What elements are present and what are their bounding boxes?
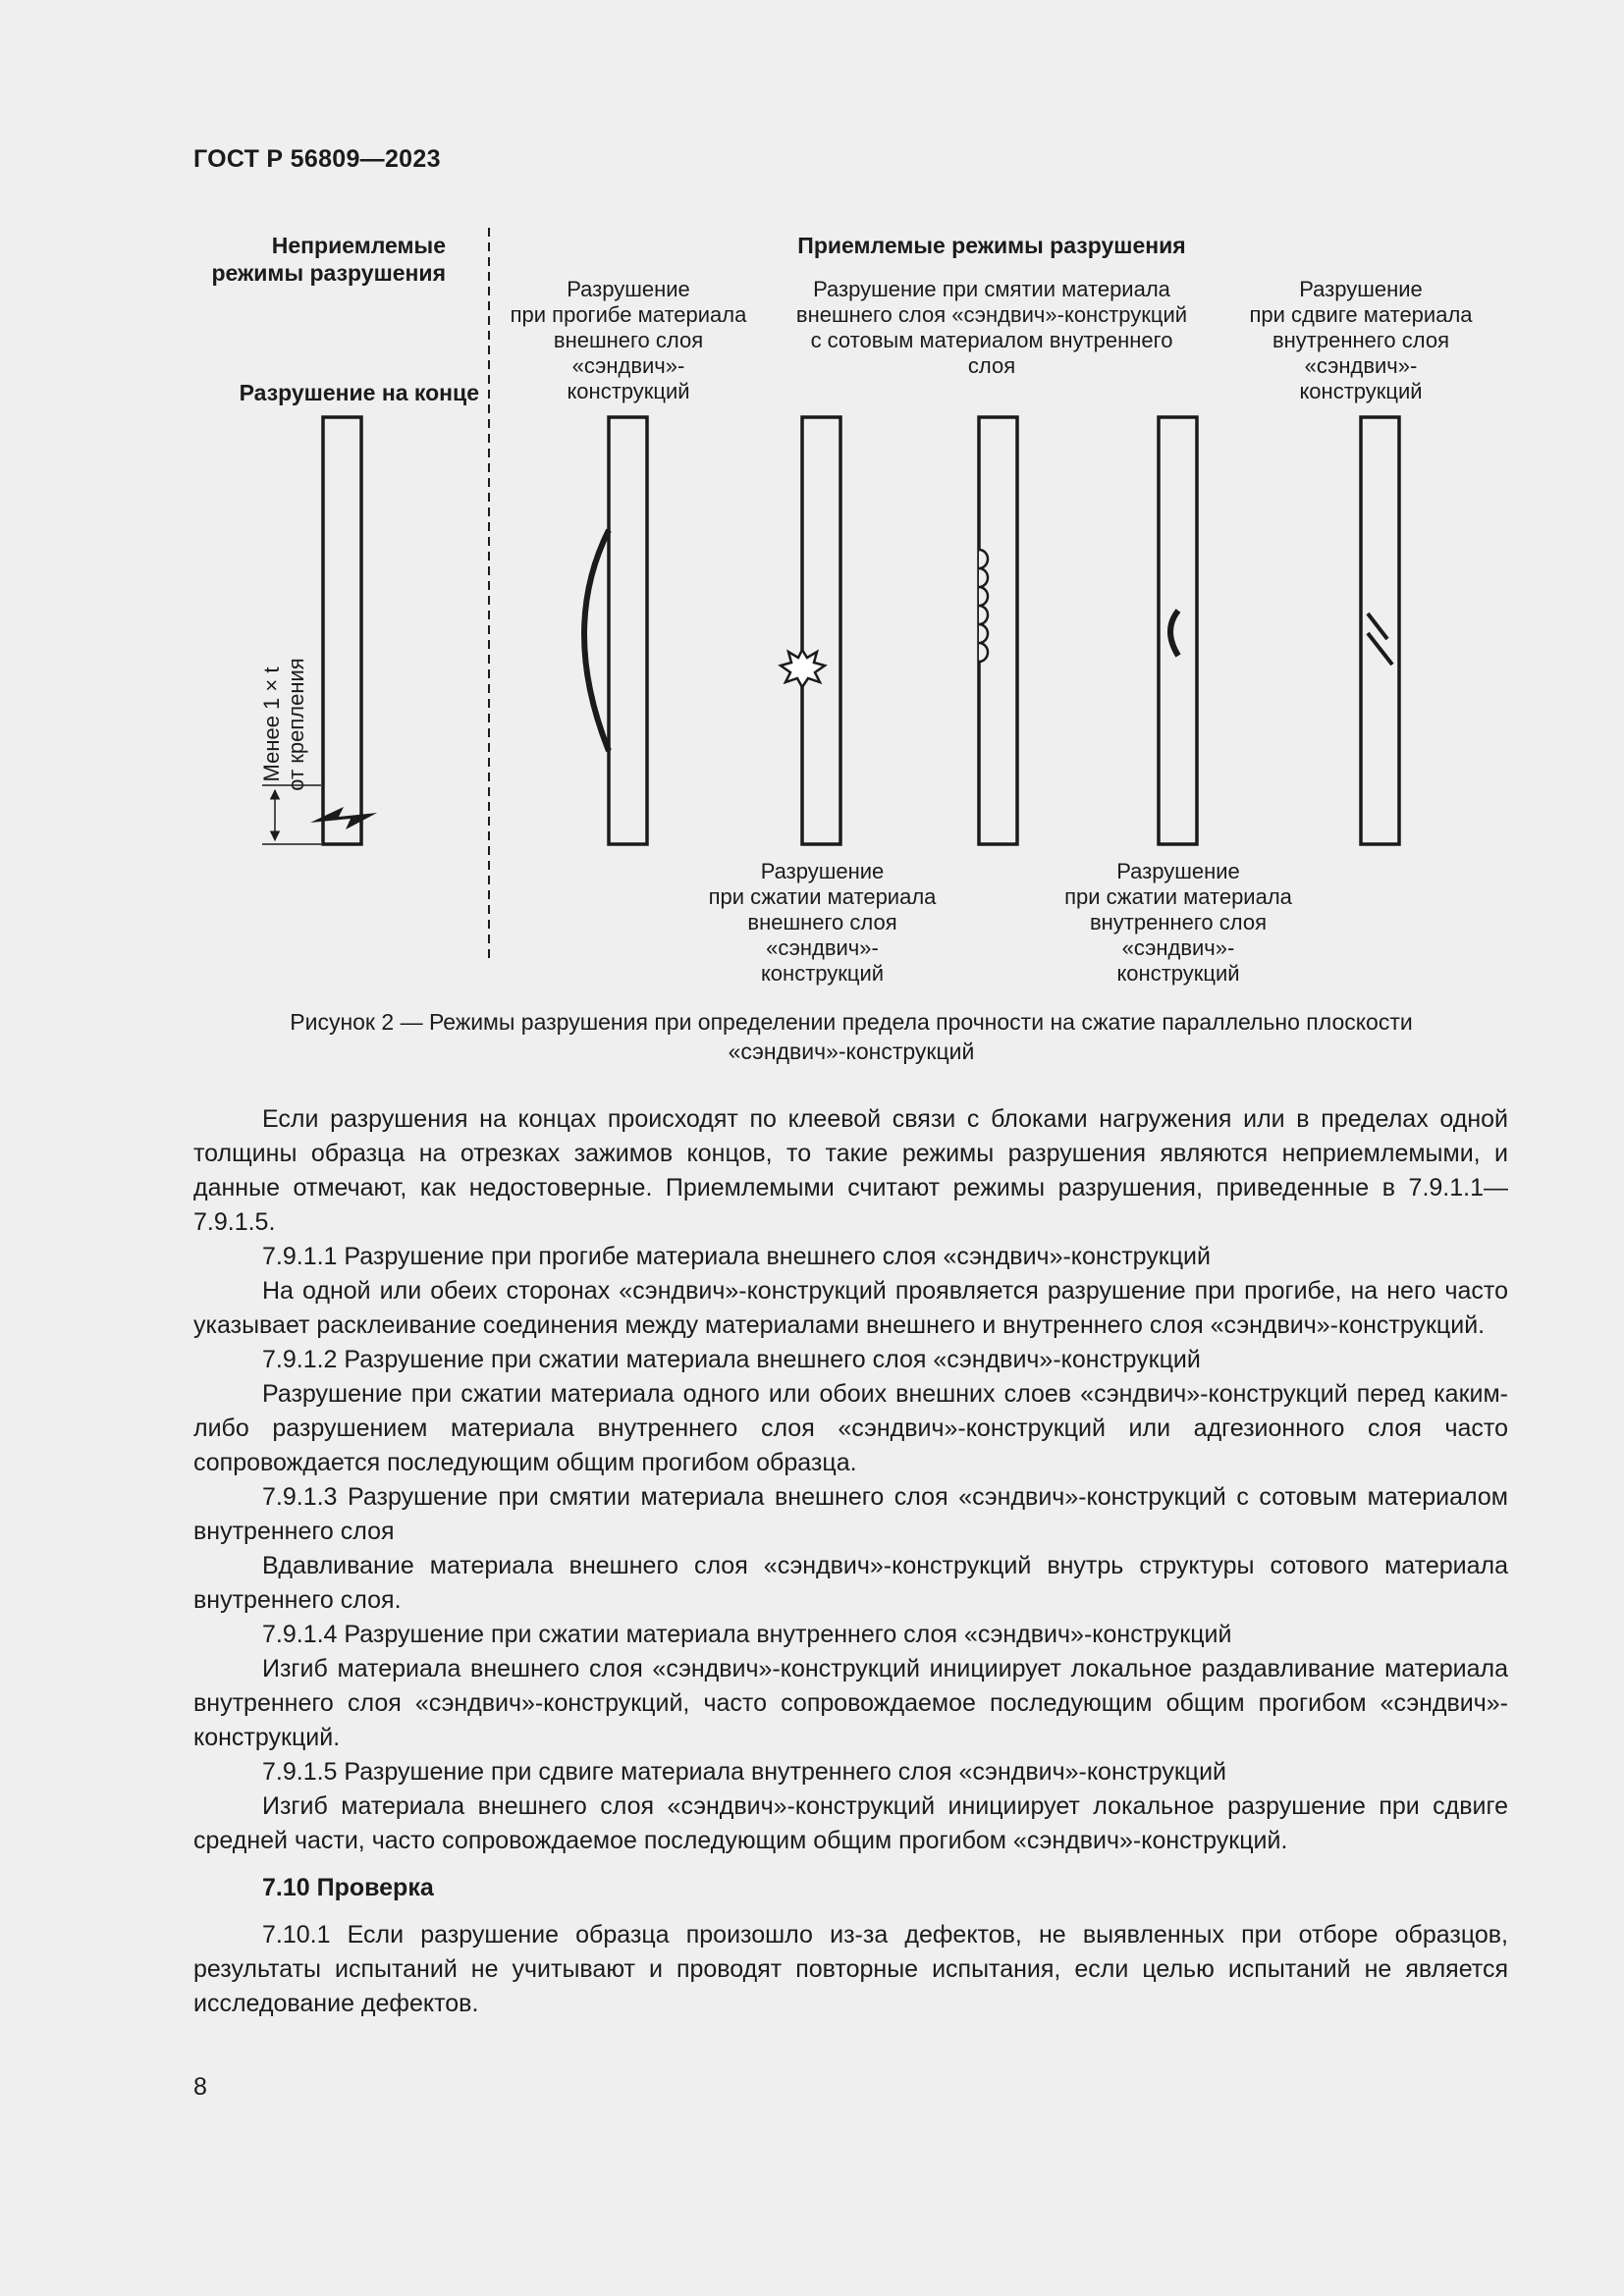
label-core-shear: Разрушение при сдвиге материала внутреннего слоя «сэндвич»- конструкций xyxy=(1249,277,1473,403)
paragraph: 7.10.1 Если разрушение образца произошло из-за дефектов, не выявленных при отборе образцов, результаты испытаний не учитывают и проводят повторные испытания, если целью испытаний не является исследование дефектов. xyxy=(193,1921,1508,2017)
section-heading: 7.10 Проверка xyxy=(262,1874,434,1901)
unacceptable-heading: Неприемлемые режимы разрушения xyxy=(211,233,446,286)
dimension-label: Менее 1 × t от крепления xyxy=(259,658,308,791)
bending-curve-icon xyxy=(584,530,609,751)
label-face-crushing: Разрушение при смятии материала внешнего слоя «сэндвич»-конструкций с сотовым материалом внутреннего слоя xyxy=(795,277,1188,378)
clause-heading: 7.9.1.4 Разрушение при сжатии материала внутреннего слоя «сэндвич»-конструкций xyxy=(262,1621,1232,1648)
body-text xyxy=(193,1102,1508,2021)
figure-caption: Рисунок 2 — Режимы разрушения при определении предела прочности на сжатие параллельно плоскости «сэндвич»-конструкций xyxy=(290,1009,1413,1064)
figure-drawing xyxy=(0,0,1624,991)
specimen-face-compression xyxy=(781,417,840,844)
clause-heading: 7.9.1.1 Разрушение при прогибе материала внешнего слоя «сэндвич»-конструкций xyxy=(262,1243,1211,1270)
label-face-compression: Разрушение при сжатии материала внешнего слоя «сэндвич»- конструкций xyxy=(708,859,937,986)
acceptable-heading: Приемлемые режимы разрушения xyxy=(797,233,1186,258)
label-face-bending: Разрушение при прогибе материала внешнего слоя «сэндвич»- конструкций xyxy=(510,277,747,403)
specimen-core-shear xyxy=(1361,417,1399,844)
document-code: ГОСТ Р 56809—2023 xyxy=(193,145,441,173)
clause-heading: 7.9.1.5 Разрушение при сдвиге материала внутреннего слоя «сэндвич»-конструкций xyxy=(262,1758,1227,1786)
paragraph: Изгиб материала внешнего слоя «сэндвич»-конструкций инициирует локальное разрушение при сдвиге средней части, часто сопровождаемое последующим общим прогибом «сэндвич»-конструкций. xyxy=(193,1792,1508,1854)
paragraph: Если разрушения на концах происходят по клеевой связи с блоками нагружения или в пределах одной толщины образца на отрезках зажимов концов, то такие режимы разрушения являются неприемлемыми, и данные отмечают, как недостоверные. Приемлемыми считают режимы разрушения, приведенные в 7.9.1.1—7.9.1.5. xyxy=(193,1105,1508,1236)
clause-heading: 7.9.1.3 Разрушение при смятии материала внешнего слоя «сэндвич»-конструкций с сотовым материалом внутреннего слоя xyxy=(193,1483,1508,1545)
end-crack-icon xyxy=(310,807,377,829)
failure-modes-figure xyxy=(0,0,1624,991)
paragraph: Разрушение при сжатии материала одного или обоих внешних слоев «сэндвич»-конструкций перед каким-либо разрушением материала внутреннего слоя «сэндвич»-конструкций или адгезионного слоя часто сопровождается последующим общим прогибом образца. xyxy=(193,1380,1508,1476)
page-number: 8 xyxy=(193,2073,207,2101)
core-crush-mark-icon xyxy=(1170,611,1178,656)
label-core-compression: Разрушение при сжатии материала внутреннего слоя «сэндвич»- конструкций xyxy=(1064,859,1292,986)
paragraph: На одной или обеих сторонах «сэндвич»-конструкций проявляется разрушение при прогибе, на него часто указывает расклеивание соединения между материалами внешнего и внутреннего слоя «сэндвич»-конструкций. xyxy=(193,1277,1508,1339)
specimen-core-compression xyxy=(1159,417,1197,844)
clause-heading: 7.9.1.2 Разрушение при сжатии материала внешнего слоя «сэндвич»-конструкций xyxy=(262,1346,1201,1373)
burst-icon xyxy=(781,650,825,687)
paragraph: Вдавливание материала внешнего слоя «сэндвич»-конструкций внутрь структуры сотового материала внутреннего слоя. xyxy=(193,1552,1508,1614)
end-failure-label: Разрушение на конце xyxy=(239,380,479,405)
crushing-loops-icon xyxy=(979,550,988,662)
paragraph: Изгиб материала внешнего слоя «сэндвич»-конструкций инициирует локальное раздавливание материала внутреннего слоя «сэндвич»-конструкций, часто сопровождаемое последующим общим прогибом «сэндвич»-конструкций. xyxy=(193,1655,1508,1751)
specimen-face-bending xyxy=(584,417,647,844)
specimen-face-crushing xyxy=(979,417,1017,844)
